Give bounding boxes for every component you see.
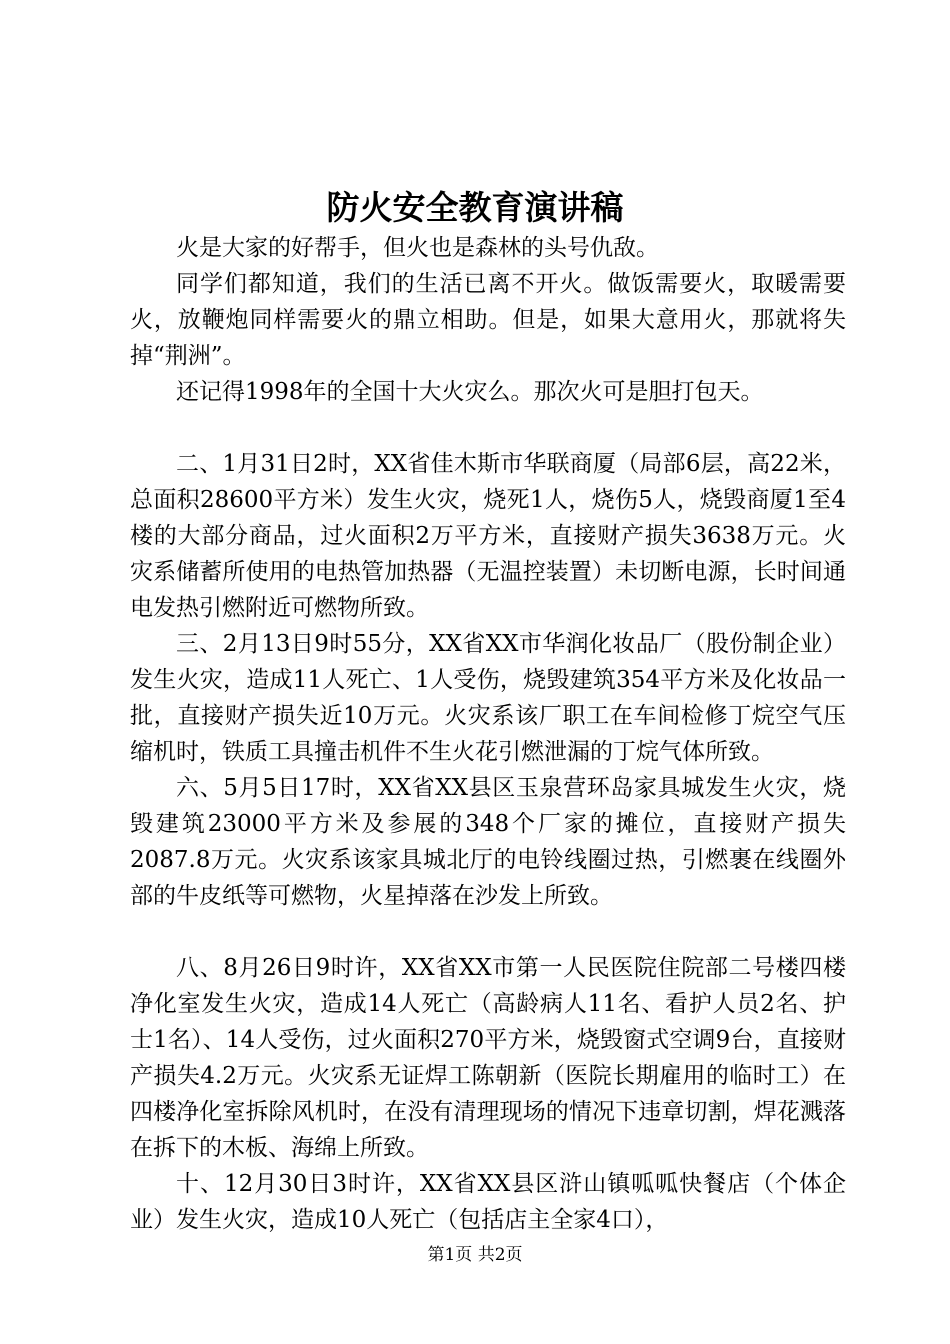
- document-body: [130, 230, 846, 1238]
- paragraph-spacer: [130, 410, 846, 446]
- paragraph-case-10: 十、12月30日3时许，XX省XX县区浒山镇呱呱快餐店（个体企业）发生火灾，造成10人死亡（包括店主全家4口），: [130, 1171, 846, 1233]
- paragraph-spacer: [130, 914, 846, 950]
- paragraph-case-8: 八、8月26日9时许，XX省XX市第一人民医院住院部二号楼四楼净化室发生火灾，造成14人死亡（高龄病人11名、看护人员2名、护士1名）、14人受伤，过火面积270平方米，烧毁窗式空调9台，直接财产损失4.2万元。火灾系无证焊工陈朝新（医院长期雇用的临时工）在四楼净化室拆除风机时，在没有清理现场的情况下违章切割，焊花溅落在拆下的木板、海绵上所致。: [130, 955, 846, 1161]
- paragraph-1998-fires: 还记得1998年的全国十大火灾么。那次火可是胆打包天。: [176, 379, 764, 405]
- paragraph-fire-usage: 同学们都知道，我们的生活已离不开火。做饭需要火，取暖需要火，放鞭炮同样需要火的鼎立相助。但是，如果大意用火，那就将失掉“荆洲”。: [130, 271, 846, 369]
- paragraph-case-3: 三、2月13日9时55分，XX省XX市华润化妆品厂（股份制企业）发生火灾，造成11人死亡、1人受伤，烧毁建筑354平方米及化妆品一批，直接财产损失近10万元。火灾系该厂职工在车间检修丁烷空气压缩机时，铁质工具撞击机件不生火花引燃泄漏的丁烷气体所致。: [130, 631, 846, 765]
- paragraph-intro: 火是大家的好帮手，但火也是森林的头号仇敌。: [176, 235, 659, 261]
- paragraph-case-6: 六、5月5日17时，XX省XX县区玉泉营环岛家具城发生火灾，烧毁建筑23000平方米及参展的348个厂家的摊位，直接财产损失2087.8万元。火灾系该家具城北厅的电铃线圈过热，引燃裹在线圈外部的牛皮纸等可燃物，火星掉落在沙发上所致。: [130, 775, 846, 909]
- page-title: 防火安全教育演讲稿: [326, 188, 624, 227]
- paragraph-case-2: 二、1月31日2时，XX省佳木斯市华联商厦（局部6层，高22米，总面积28600平方米）发生火灾，烧死1人，烧伤5人，烧毁商厦1至4楼的大部分商品，过火面积2万平方米，直接财产损失3638万元。火灾系储蓄所使用的电热管加热器（无温控装置）未切断电源，长时间通电发热引燃附近可燃物所致。: [130, 451, 846, 621]
- page-footer: 第1页 共2页: [427, 1245, 523, 1265]
